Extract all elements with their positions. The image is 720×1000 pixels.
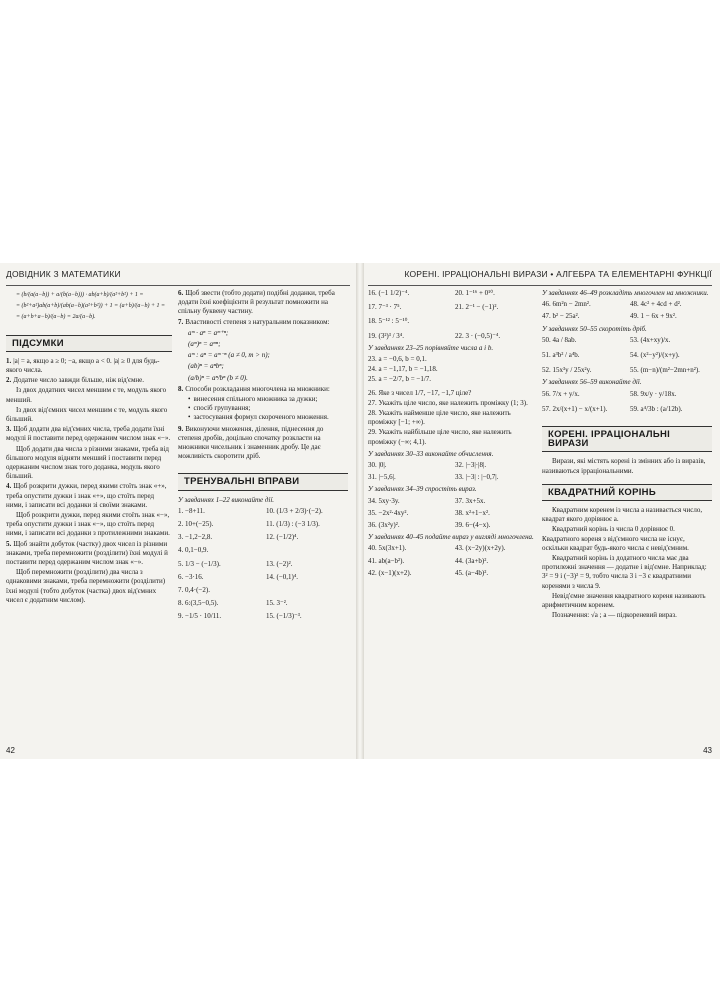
exercise: 51. a³b² / a⁴b.	[542, 351, 580, 360]
square-root-heading: КВАДРАТНИЙ КОРІНЬ	[542, 484, 712, 501]
exercise: 54. (x²−y²)/(x+y).	[630, 351, 680, 360]
exercise-24: 24. a = −1,17, b = −1,18.	[368, 365, 438, 374]
exercise: 48. 4c² + 4cd + d².	[630, 300, 682, 309]
factoring-methods-list	[178, 395, 348, 423]
square-root-definition: Квадратним коренем із числа a називається число, квадрат якого дорівнює a.	[542, 506, 703, 524]
summary-item-5: 5. Щоб знайти добуток (частку) двох чисел із різними знаками, треба перемножити (розділити) їхні модулі й поставити перед одержаним числом знак «−».	[6, 539, 168, 567]
exercises-46-49	[542, 300, 712, 321]
power-rule-4: (ab)ⁿ = aⁿbⁿ;	[188, 362, 224, 371]
exercise: 52. 15x³y / 25x²y.	[542, 366, 592, 375]
square-root-arithmetic: Невід'ємне значення квадратного кореня називають арифметичним коренем.	[542, 591, 706, 610]
summary-item-8: 8. Способи розкладання многочлена на множники:	[178, 384, 330, 393]
exercise: 1. −8+11.	[178, 506, 205, 515]
intro-56-59: У завданнях 56–59 виконайте дії.	[542, 378, 642, 387]
exercise: 9. −1/5 · 10/11.	[178, 612, 222, 621]
square-root-zero: Квадратний корінь із числа 0 дорівнює 0. Квадратного кореня з від'ємного числа не існує, оскільки квадрат будь-якого числа є невід'ємним.	[542, 525, 689, 552]
summary-item-9: 9. Виконуючи множення, ділення, піднесення до степеня дробів, доцільно спочатку розкласти на множники чисельник і знаменник дробу. Це дає можливість скоротити дріб.	[178, 424, 324, 461]
exercises-grid	[178, 507, 348, 622]
exercise: 30. |0|.	[368, 461, 387, 470]
exercise: 58. 9x/y · y/18x.	[630, 389, 677, 398]
exercises-50-55	[542, 336, 712, 376]
exercise: 20. 1⁻¹⁶ + 0¹⁰.	[455, 289, 495, 297]
exercises-heading: ТРЕНУВАЛЬНІ ВПРАВИ	[178, 473, 348, 490]
exercise: 42. (x−1)(x+2).	[368, 568, 412, 577]
intro-50-55: У завданнях 50–55 скоротіть дріб.	[542, 324, 647, 333]
summary-item-2: 2. Додатне число завжди більше, ніж від'ємне.	[6, 376, 145, 385]
exercise-28: 28. Укажіть найменше ціле число, яке належить проміжку [−1; +∞).	[368, 409, 511, 427]
book-spread	[0, 263, 720, 759]
exercise-25: 25. a = −2/7, b = −1/7.	[368, 375, 432, 384]
exercises-56-59	[542, 390, 712, 414]
exercise: 47. b² − 25a².	[542, 312, 580, 321]
exercise: 44. (3a+b)².	[455, 556, 489, 565]
exercise: 50. 4a / 8ab.	[542, 335, 577, 344]
left-running-head: ДОВІДНИК З МАТЕМАТИКИ	[6, 269, 350, 286]
exercise: 6. −3·16.	[178, 572, 204, 581]
exercise: 4. 0,1−0,9.	[178, 546, 209, 555]
right-column-1	[368, 289, 536, 581]
exercise	[455, 317, 536, 326]
exercise: 3. −1,2−2,8.	[178, 533, 213, 542]
exercise: 40. 5x(3x+1).	[368, 544, 407, 553]
exercise: 10. (1/3 + 2/3)·(−2).	[266, 506, 323, 515]
summary-item-1: 1. |a| = a, якщо a ≥ 0; −a, якщо a < 0. |a| ≥ 0 для будь-якого числа.	[6, 356, 160, 375]
factoring-method: • застосування формул скороченого множення.	[188, 413, 348, 422]
right-page	[362, 263, 720, 759]
exercise: 13. (−2)².	[266, 559, 293, 568]
exercises-intro: У завданнях 1–22 виконайте дії.	[178, 495, 275, 504]
power-rule-5: (a/b)ⁿ = aⁿ/bⁿ (b ≠ 0).	[188, 373, 248, 382]
power-rule-3: aᵐ : aⁿ = aᵐ⁻ⁿ (a ≠ 0, m > n);	[188, 351, 270, 360]
exercise: 57. 2x/(x+1) − x/(x+1).	[542, 404, 608, 413]
summary-item-4: 4. Щоб розкрити дужки, перед якими стоїть знак «+», треба опустити дужки і знак «+», що стоїть перед ними, і записати всі доданки зі своїми знаками.	[6, 482, 167, 509]
exercise: 55. (m−n)/(m²−2mn+n²).	[630, 366, 700, 375]
exercise-29: 29. Укажіть найбільше ціле число, яке належить проміжку (−∞; 4,1).	[368, 428, 512, 446]
exercises-40-45	[368, 544, 536, 578]
exercise: 56. 7/x + y/x.	[542, 389, 580, 398]
exercise: 39. 6−(4−x).	[455, 521, 491, 530]
exercise: 22. 3 · (−0,5)⁻⁴.	[455, 331, 501, 340]
right-running-head: КОРЕНІ. ІРРАЦІОНАЛЬНІ ВИРАЗИ • АЛГЕБРА ТА ЕЛЕМЕНТАРНІ ФУНКЦІЇ	[368, 269, 712, 286]
left-page	[0, 263, 358, 759]
exercise	[266, 546, 348, 555]
summary-item-7: 7. Властивості степеня з натуральним показником:	[178, 317, 330, 326]
power-rule-2: (aᵐ)ⁿ = aᵐⁿ;	[188, 340, 221, 349]
exercise: 46. 6m²n − 2mn².	[542, 300, 591, 309]
roots-section-heading: КОРЕНІ. ІРРАЦІОНАЛЬНІ ВИРАЗИ	[542, 426, 712, 452]
exercise	[266, 586, 348, 595]
summary-item-2b: Із двох додатних чисел меншим є те, модуль якого менший.	[6, 386, 167, 404]
right-page-number: 43	[703, 746, 712, 755]
intro-30-33: У завданнях 30–33 виконайте обчислення.	[368, 449, 494, 458]
summary-item-6: 6. Щоб звести (тобто додати) подібні доданки, треба додати їхні коефіцієнти й результат помножити на спільну буквену частину.	[178, 289, 335, 316]
left-page-number: 42	[6, 746, 15, 755]
exercise: 37. 3x+5x.	[455, 496, 486, 505]
exercise: 19. (3²)³ / 3⁴.	[368, 331, 404, 340]
exercise: 38. x²+1−x².	[455, 508, 490, 517]
summary-item-2c: Із двох від'ємних чисел меншим є те, модуль якого більший.	[6, 405, 168, 424]
exercise-27: 27. Укажіть ціле число, яке належить проміжку (1; 3).	[368, 398, 528, 407]
exercise-23: 23. a = −0,6, b = 0,1.	[368, 355, 427, 364]
exercise: 41. ab(a−b²).	[368, 556, 405, 565]
exercise: 15. 3⁻².	[266, 599, 288, 608]
exercises-34-39	[368, 497, 536, 531]
exercise-26: 26. Яке з чисел 1/7, −17, −1,7 ціле?	[368, 388, 472, 397]
exercise: 18. 5⁻¹² : 5⁻¹⁰.	[368, 317, 410, 326]
summary-heading: ПІДСУМКИ	[6, 335, 172, 352]
exercise: 59. a⁴/3b : (a/12b).	[630, 404, 683, 413]
exercise: 33. |−3| : |−0,7|.	[455, 473, 499, 482]
exercise: 12. (−1/2)⁴.	[266, 533, 299, 542]
exercise: 11. (1/3) : (−3 1/3).	[266, 520, 320, 529]
exercise: 31. |−5,6|.	[368, 473, 396, 482]
top-formula-3: = (a+b+a−b)/(a−b) = 2a/(a−b).	[16, 314, 96, 321]
power-rule-1: aᵐ · aⁿ = aᵐ⁺ⁿ;	[188, 328, 229, 337]
exercise: 17. 7⁻³ · 7⁵.	[368, 303, 402, 312]
exercise: 7. 0,4·(−2).	[178, 586, 210, 595]
exercise: 53. (4x+xy)/x.	[630, 335, 671, 344]
summary-item-5b: Щоб перемножити (розділити) два числа з однаковими знаками, треба перемножити (розділити) їхні модулі (тобто добуток (частка) двох від'ємних чисел є додатним числом).	[6, 568, 166, 604]
exercise: 35. −2x²·4xy².	[368, 508, 409, 517]
exercise: 2. 10+(−25).	[178, 520, 214, 529]
square-root-notation: Позначення: √a ; a — підкореневий вираз.	[552, 611, 677, 620]
exercise: 16. (−1 1/2)⁻⁴.	[368, 289, 410, 297]
exercises-16-22	[368, 289, 536, 341]
exercise: 32. |−3|·|8|.	[455, 461, 487, 470]
exercises-30-33	[368, 461, 536, 482]
exercise: 21. 2⁻¹ − (−1)².	[455, 303, 499, 312]
exercise: 8. 6:(3,5−0,5).	[178, 599, 219, 608]
summary-item-4b: Щоб розкрити дужки, перед якими стоїть знак «−», треба опустити дужки і знак «−», що стоїть перед ними, і записати всі доданки з протилежними знаками.	[6, 511, 170, 538]
exercise: 5. 1/3 − (−1/3).	[178, 559, 221, 568]
square-root-positive: Квадратний корінь із додатного числа має два протилежні значення — додатне і від'ємне. Наприклад: 3² = 9 і (−3)² = 9, тобто числа 3 і −3 є квадратними коренями з числа 9.	[542, 554, 707, 590]
intro-23-25: У завданнях 23–25 порівняйте числа a і b.	[368, 343, 494, 352]
left-column-1	[6, 289, 172, 606]
summary-item-3b: Щоб додати два числа з різними знаками, треба від більшого модуля відняти менший і поставити перед одержаним числом знак того доданка, модуль якого більший.	[6, 444, 169, 481]
exercise: 36. (3x²y)².	[368, 521, 400, 530]
summary-item-3: 3. Щоб додати два від'ємних числа, треба додати їхні модулі й поставити перед одержаним числом знак «−».	[6, 425, 171, 443]
intro-40-45: У завданнях 40–45 подайте вираз у вигляді многочлена.	[368, 533, 534, 542]
factoring-method: • винесення спільного множника за дужки;	[188, 395, 348, 404]
top-formula-1: = (b/(a(a−b)) + a/(b(a−b))) · ab(a+b)/(a²+b²) + 1 =	[16, 292, 144, 298]
top-formula-2: = (b²+a²)ab(a+b)/(ab(a−b)(a²+b²)) + 1 = (a+b)/(a−b) + 1 =	[16, 303, 166, 310]
exercise: 45. (a−4b)².	[455, 568, 489, 577]
intro-46-49: У завданнях 46–49 розкладіть многочлен на множники.	[542, 289, 709, 297]
exercise: 34. 5xy·3y.	[368, 496, 400, 505]
right-column-2	[542, 289, 712, 621]
intro-34-39: У завданнях 34–39 спростіть вираз.	[368, 485, 477, 494]
roots-intro: Вирази, які містять корені із змінних або із виразів, називаються ірраціональними.	[542, 457, 706, 475]
exercise: 14. (−0,1)⁴.	[266, 572, 299, 581]
exercise: 43. (x−2y)(x+2y).	[455, 544, 506, 553]
exercise: 49. 1 − 6x + 9x².	[630, 312, 677, 321]
factoring-method: • спосіб групування;	[188, 404, 348, 413]
exercise: 15. (−1/3)⁻³.	[266, 612, 302, 621]
left-column-2	[178, 289, 348, 625]
